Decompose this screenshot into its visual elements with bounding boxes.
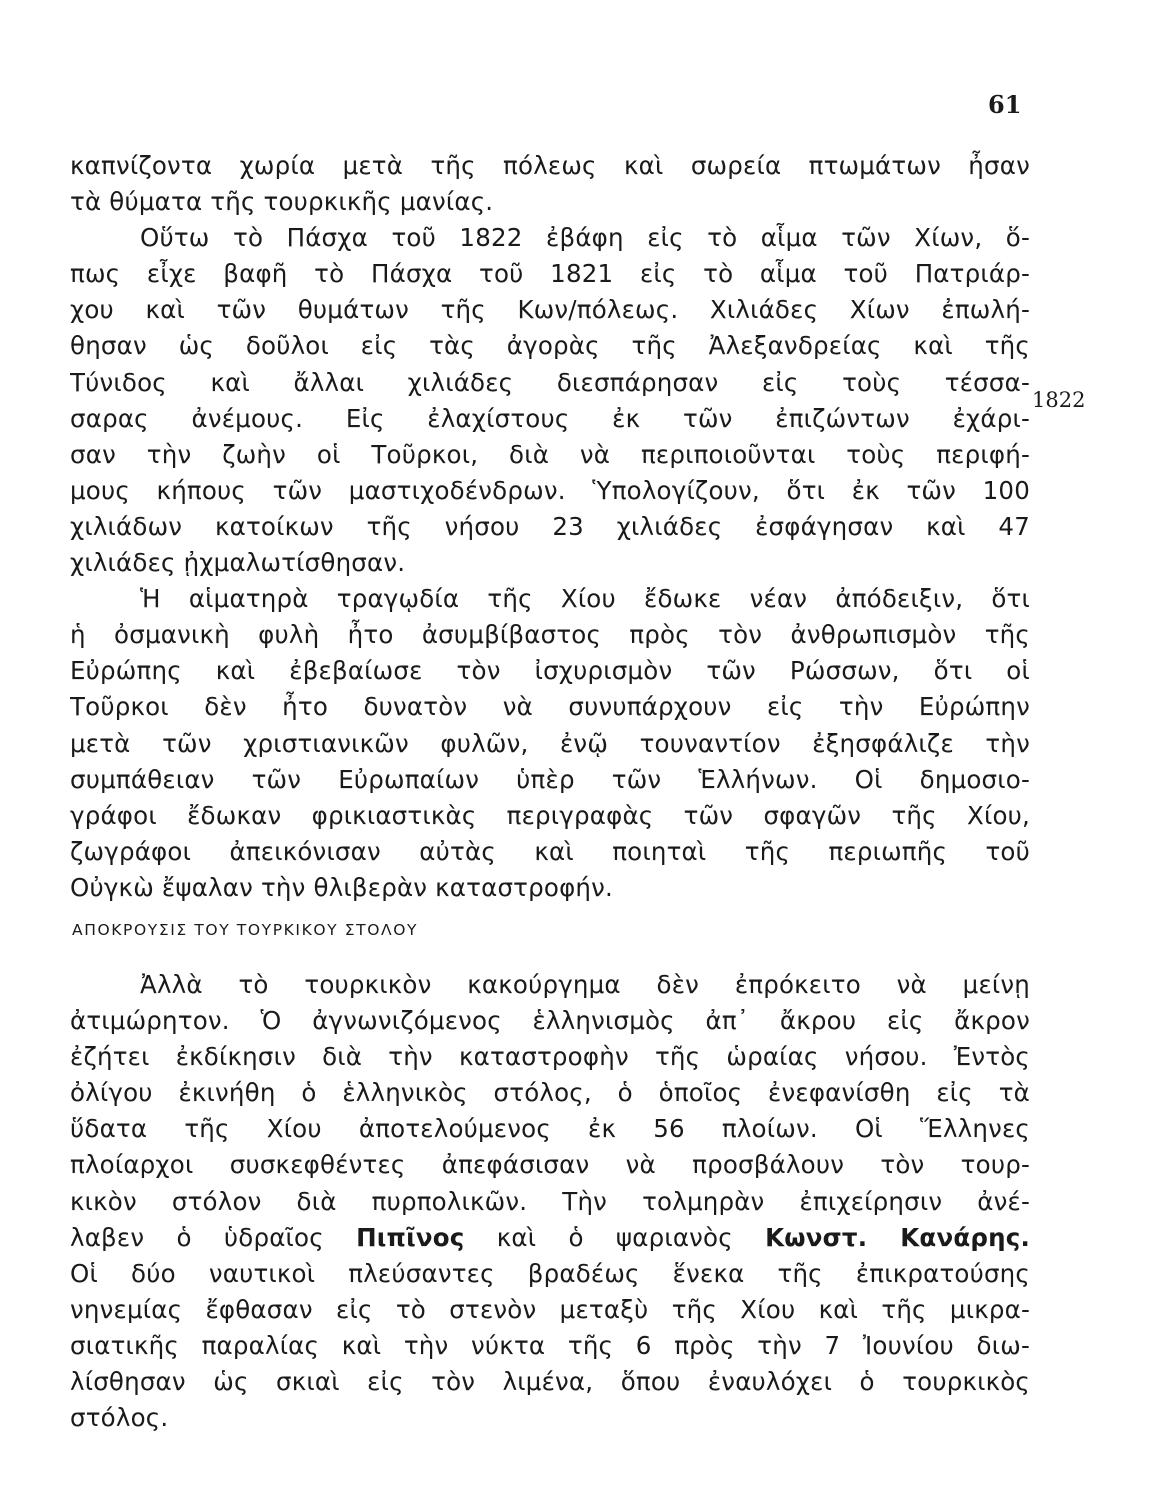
- text-line: κικὸν στόλον διὰ πυρπολικῶν. Τὴν τολμηρὰν ἐπιχείρησιν ἀνέ-: [70, 1186, 1030, 1216]
- text-line: τὰ θύματα τῆς τουρκικῆς μανίας.: [70, 187, 494, 217]
- text-line: Εὐρώπης καὶ ἐβεβαίωσε τὸν ἰσχυρισμὸν τῶν Ρώσσων, ὅτι οἱ: [70, 656, 1030, 686]
- text-line: Οὕτω τὸ Πάσχα τοῦ 1822 ἐβάφη εἰς τὸ αἷμα τῶν Χίων, ὅ-: [140, 223, 1030, 253]
- text-line: νηνεμίας ἔφθασαν εἰς τὸ στενὸν μεταξὺ τῆς Χίου καὶ τῆς μικρα-: [70, 1294, 1030, 1324]
- text-line: Οὐγκὼ ἔψαλαν τὴν θλιβερὰν καταστροφήν.: [70, 872, 614, 902]
- name-kanaris: Κωνστ. Κανάρης.: [765, 1222, 1030, 1252]
- name-pipinos: Πιπῖνος: [356, 1222, 465, 1252]
- text-line: ἡ ὀσμανικὴ φυλὴ ἦτο ἀσυμβίβαστος πρὸς τὸν ἀνθρωπισμὸν τῆς: [70, 620, 1030, 650]
- text-line-with-names: [70, 1220, 1030, 1256]
- text-line: γράφοι ἔδωκαν φρικιαστικὰς περιγραφὰς τῶν σφαγῶν τῆς Χίου,: [70, 800, 1030, 830]
- text-line: θησαν ὡς δοῦλοι εἰς τὰς ἀγορὰς τῆς Ἀλεξανδρείας καὶ τῆς: [70, 331, 1030, 361]
- text-fragment: λαβεν ὁ ὑδραῖος: [70, 1222, 357, 1252]
- text-line: σαν τὴν ζωὴν οἱ Τοῦρκοι, διὰ νὰ περιποιοῦνται τοὺς περιφή-: [70, 439, 1030, 469]
- page-number: 61: [988, 90, 1022, 119]
- margin-year-note: 1822: [1032, 388, 1086, 412]
- text-line: Ἡ αἱματηρὰ τραγῳδία τῆς Χίου ἔδωκε νέαν ἀπόδειξιν, ὅτι: [140, 584, 1030, 614]
- text-line: χιλιάδες ᾐχμαλωτίσθησαν.: [70, 548, 406, 578]
- text-line: χου καὶ τῶν θυμάτων τῆς Κων/πόλεως. Χιλιάδες Χίων ἐπωλή-: [70, 295, 1030, 325]
- text-line: Οἱ δύο ναυτικοὶ πλεύσαντες βραδέως ἕνεκα τῆς ἐπικρατούσης: [70, 1258, 1030, 1288]
- text-fragment: καὶ ὁ ψαριανὸς: [464, 1222, 766, 1252]
- body-text-section-1: [70, 148, 1030, 906]
- text-line: μους κήπους τῶν μαστιχοδένδρων. Ὑπολογίζουν, ὅτι ἐκ τῶν 100: [70, 475, 1030, 505]
- text-line: μετὰ τῶν χριστιανικῶν φυλῶν, ἐνῷ τουναντίον ἐξησφάλιζε τὴν: [70, 728, 1030, 758]
- text-line: Τύνιδος καὶ ἄλλαι χιλιάδες διεσπάρησαν εἰς τοὺς τέσσα-: [70, 367, 1030, 397]
- text-line: σιατικῆς παραλίας καὶ τὴν νύκτα τῆς 6 πρὸς τὴν 7 Ἰουνίου διω-: [70, 1330, 1030, 1360]
- text-line: ὕδατα τῆς Χίου ἀποτελούμενος ἐκ 56 πλοίων. Οἱ Ἕλληνες: [70, 1114, 1030, 1144]
- text-line: χιλιάδων κατοίκων τῆς νήσου 23 χιλιάδες ἐσφάγησαν καὶ 47: [70, 511, 1030, 541]
- text-line: ὀλίγου ἐκινήθη ὁ ἑλληνικὸς στόλος, ὁ ὁποῖος ἐνεφανίσθη εἰς τὰ: [70, 1078, 1030, 1108]
- text-line: ζωγράφοι ἀπεικόνισαν αὐτὰς καὶ ποιηταὶ τῆς περιωπῆς τοῦ: [70, 836, 1030, 866]
- text-line: ἀτιμώρητον. Ὁ ἀγνωνιζόμενος ἑλληνισμὸς ἀπ᾽ ἄκρου εἰς ἄκρον: [70, 1006, 1030, 1036]
- section-heading: ΑΠΟΚΡΟΥΣΙΣ ΤΟΥ ΤΟΥΡΚΙΚΟΥ ΣΤΟΛΟΥ: [72, 921, 419, 939]
- body-text-section-2: [70, 967, 1030, 1436]
- text-line: ἐζήτει ἐκδίκησιν διὰ τὴν καταστροφὴν τῆς ὡραίας νήσου. Ἐντὸς: [70, 1042, 1030, 1072]
- text-line: στόλος.: [70, 1403, 169, 1433]
- text-line: συμπάθειαν τῶν Εὐρωπαίων ὑπὲρ τῶν Ἑλλήνων. Οἱ δημοσιο-: [70, 764, 1030, 794]
- text-line: Τοῦρκοι δὲν ἦτο δυνατὸν νὰ συνυπάρχουν εἰς τὴν Εὐρώπην: [70, 692, 1030, 722]
- text-line: Ἀλλὰ τὸ τουρκικὸν κακούργημα δὲν ἐπρόκειτο νὰ μείνῃ: [140, 970, 1030, 999]
- text-line: πως εἶχε βαφῆ τὸ Πάσχα τοῦ 1821 εἰς τὸ αἷμα τοῦ Πατριάρ-: [70, 259, 1030, 289]
- text-line: καπνίζοντα χωρία μετὰ τῆς πόλεως καὶ σωρεία πτωμάτων ἦσαν: [70, 151, 1030, 180]
- text-line: λίσθησαν ὡς σκιαὶ εἰς τὸν λιμένα, ὅπου ἐναυλόχει ὁ τουρκικὸς: [70, 1367, 1030, 1397]
- text-line: πλοίαρχοι συσκεφθέντες ἀπεφάσισαν νὰ προσβάλουν τὸν τουρ-: [70, 1150, 1030, 1180]
- text-line: σαρας ἀνέμους. Εἰς ἐλαχίστους ἐκ τῶν ἐπιζώντων ἐχάρι-: [70, 403, 1030, 433]
